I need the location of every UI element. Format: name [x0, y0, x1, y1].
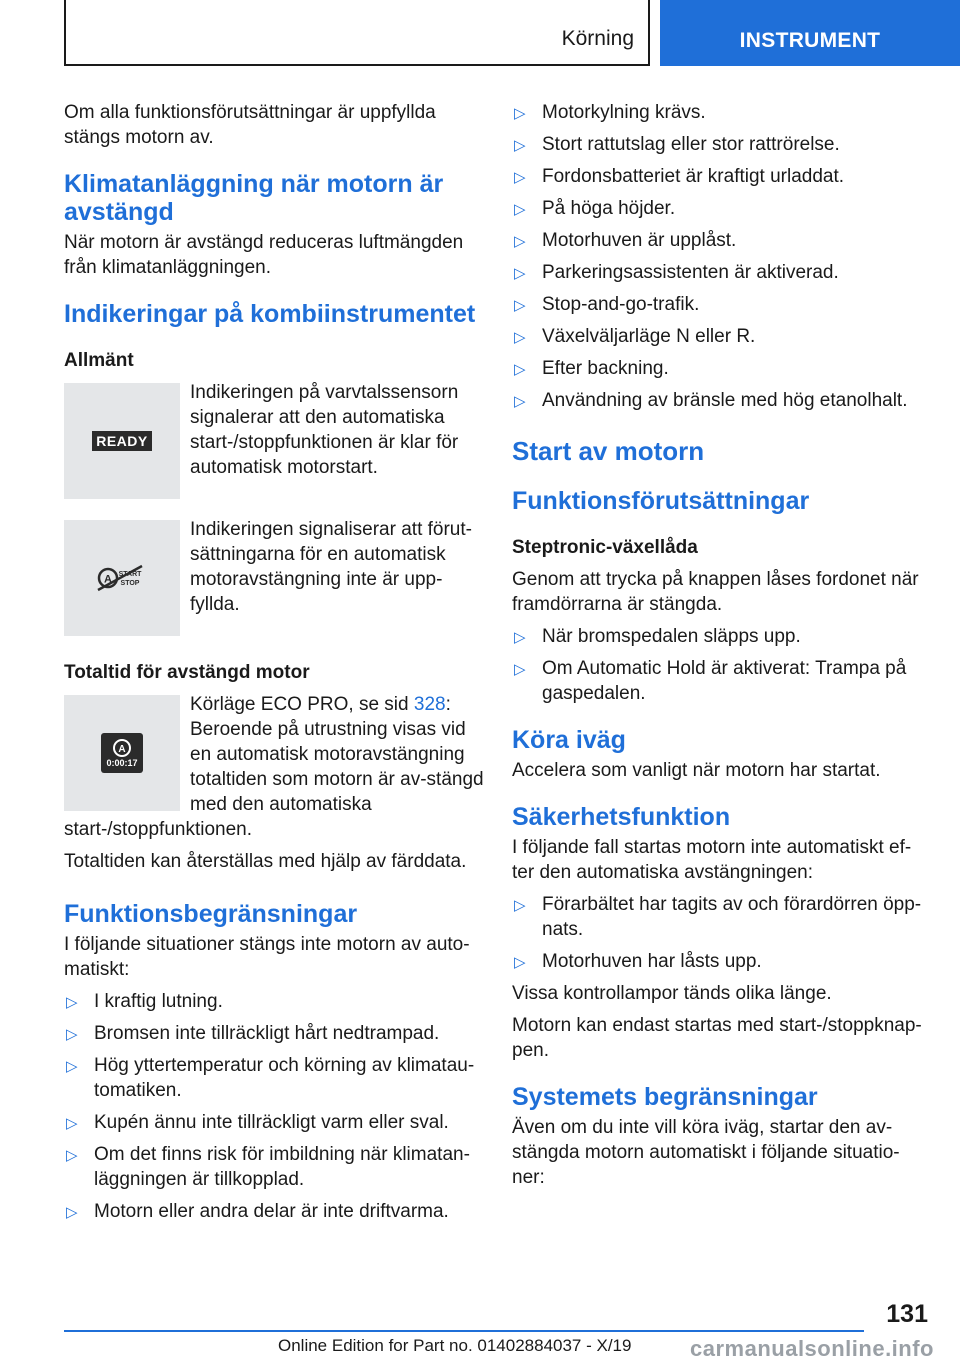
conditions-heading: Funktionsförutsättningar: [512, 487, 810, 515]
bullet-triangle-icon: ▷: [514, 954, 526, 971]
button-paragraph: Motorn kan endast startas med start-/stoppknap-pen.: [512, 1015, 922, 1061]
ready-description: Indikeringen på varvtalssensorn signalerar att den automatiska start-/stoppfunktionen är klar för automatisk motorstart.: [190, 382, 459, 478]
list-item: ▷ I kraftig lutning.: [64, 989, 484, 1014]
bullet-triangle-icon: ▷: [514, 265, 526, 282]
drive-off-heading: Köra iväg: [512, 726, 626, 754]
system-limits-paragraph: Även om du inte vill köra iväg, startar den av-stängda motorn automatiskt i följande situatio-ner:: [512, 1117, 900, 1188]
header-chapter-tab: INSTRUMENT: [660, 0, 960, 66]
bullet-triangle-icon: ▷: [66, 1147, 78, 1164]
bullet-triangle-icon: ▷: [514, 361, 526, 378]
lamps-paragraph: Vissa kontrollampor tänds olika länge.: [512, 983, 832, 1004]
limitations-heading: Funktionsbegränsningar: [64, 900, 358, 928]
list-item: ▷ När bromspedalen släpps upp.: [512, 624, 932, 649]
total-text-end: : Beroende på utrustning visas vid en automatisk motoravstängning totaltiden som motorn är av-stängd med den automatiska start-/stoppfunktionen.: [64, 694, 484, 840]
bullet-triangle-icon: ▷: [66, 1026, 78, 1043]
steptronic-paragraph: Genom att trycka på knappen låses fordonet när framdörrarna är stängda.: [512, 569, 919, 615]
svg-text:A: A: [118, 744, 126, 755]
bullet-triangle-icon: ▷: [514, 329, 526, 346]
ready-indicator-image: [64, 383, 180, 499]
intro-paragraph: Om alla funktionsförutsättningar är uppfyllda stängs motorn av.: [64, 102, 436, 148]
list-item: ▷ Motorkylning krävs.: [512, 100, 932, 125]
bullet-triangle-icon: ▷: [514, 137, 526, 154]
safety-list: [512, 892, 932, 974]
list-item: ▷ Om det finns risk för imbildning när klimatan-läggningen är tillkopplad.: [66, 1144, 470, 1190]
list-item: ▷ Motorhuven är upplåst.: [512, 228, 932, 253]
right-column: [512, 100, 932, 1197]
drive-off-paragraph: Accelera som vanligt när motorn har startat.: [512, 760, 881, 781]
list-item: ▷ Kupén ännu inte tillräckligt varm eller sval.: [64, 1110, 484, 1135]
stop-figure: [64, 517, 484, 636]
watermark: carmanualsonline.info: [690, 1336, 934, 1361]
steptronic-list: [512, 624, 932, 706]
list-item: ▷ Förarbältet har tagits av och förardörren öpp-nats.: [514, 894, 922, 940]
timer-readout: 0:00:17: [106, 758, 138, 768]
total-time-block: [64, 692, 484, 842]
list-item: ▷ Fordonsbatteriet är kraftigt urladdat.: [512, 164, 932, 189]
ready-figure: [64, 380, 484, 499]
page-header: [64, 0, 960, 66]
page-number: 131: [886, 1300, 928, 1328]
bullet-triangle-icon: ▷: [514, 233, 526, 250]
start-stop-crossed-icon: [96, 563, 148, 593]
limitations-list-continued: [512, 100, 932, 413]
list-item: ▷ Användning av bränsle med hög etanolhalt.: [512, 388, 932, 413]
safety-paragraph: I följande fall startas motorn inte automatiskt ef-ter den automatiska avstängningen:: [512, 837, 912, 883]
footer-divider: [64, 1330, 864, 1332]
page-link-328[interactable]: 328: [413, 694, 446, 715]
bullet-triangle-icon: ▷: [514, 201, 526, 218]
bullet-triangle-icon: ▷: [514, 393, 526, 410]
list-item: ▷ Växelväljarläge N eller R.: [512, 324, 932, 349]
limitations-list: [64, 989, 484, 1224]
engine-start-heading: Start av motorn: [512, 436, 705, 466]
general-heading: Allmänt: [64, 350, 134, 371]
total-time-heading: Totaltid för avstängd motor: [64, 662, 310, 683]
safety-heading: Säkerhetsfunktion: [512, 803, 731, 831]
limitations-intro: I följande situationer stängs inte motorn av auto-matiskt:: [64, 934, 470, 980]
list-item: ▷ På höga höjder.: [512, 196, 932, 221]
list-item: ▷ Hög yttertemperatur och körning av klimatau-tomatiken.: [66, 1055, 475, 1101]
bullet-triangle-icon: ▷: [514, 169, 526, 186]
stop-description: Indikeringen signaliserar att förut-sättningarna för en automatisk motoravstängning inte är upp-fyllda.: [190, 519, 472, 615]
header-section-box: [64, 0, 650, 66]
list-item: ▷ Motorhuven har låsts upp.: [512, 949, 932, 974]
left-column: [64, 100, 484, 1231]
svg-text:A: A: [104, 573, 112, 586]
indications-heading: Indikeringar på kombiinstrumentet: [64, 300, 476, 328]
bullet-triangle-icon: ▷: [514, 897, 526, 914]
auto-start-stop-icon: [112, 738, 132, 758]
bullet-triangle-icon: ▷: [66, 1204, 78, 1221]
bullet-triangle-icon: ▷: [514, 105, 526, 122]
list-item: ▷ Bromsen inte tillräckligt hårt nedtrampad.: [64, 1021, 484, 1046]
reset-paragraph: Totaltiden kan återställas med hjälp av färddata.: [64, 851, 467, 872]
stop-label: STOP: [120, 580, 140, 587]
list-item: ▷ Motorn eller andra delar är inte driftvarma.: [64, 1199, 484, 1224]
list-item: ▷ Parkeringsassistenten är aktiverad.: [512, 260, 932, 285]
start-label: START: [118, 571, 142, 578]
bullet-triangle-icon: ▷: [514, 661, 526, 678]
bullet-triangle-icon: ▷: [514, 629, 526, 646]
system-limits-heading: Systemets begränsningar: [512, 1083, 818, 1111]
bullet-triangle-icon: ▷: [66, 994, 78, 1011]
steptronic-heading: Steptronic-växellåda: [512, 537, 698, 558]
ready-badge: READY: [92, 431, 152, 451]
footer-edition: Online Edition for Part no. 01402884037 - X/19: [278, 1336, 632, 1355]
auto-start-stop-off-icon: [64, 520, 180, 636]
list-item: ▷ Efter backning.: [512, 356, 932, 381]
header-section-title: Körning: [561, 27, 634, 50]
climate-paragraph: När motorn är avstängd reduceras luftmängden från klimatanläggningen.: [64, 232, 464, 278]
timer-indicator-image: [64, 695, 180, 811]
list-item: ▷ Om Automatic Hold är aktiverat: Trampa på gaspedalen.: [514, 658, 907, 704]
bullet-triangle-icon: ▷: [66, 1058, 78, 1075]
list-item: ▷ Stort rattutslag eller stor rattrörelse.: [512, 132, 932, 157]
climate-heading: Klimatanläggning när motorn är avstängd: [64, 170, 444, 226]
bullet-triangle-icon: ▷: [66, 1115, 78, 1132]
total-text-start: Körläge ECO PRO, se sid: [190, 694, 414, 715]
bullet-triangle-icon: ▷: [514, 297, 526, 314]
list-item: ▷ Stop-and-go-trafik.: [512, 292, 932, 317]
